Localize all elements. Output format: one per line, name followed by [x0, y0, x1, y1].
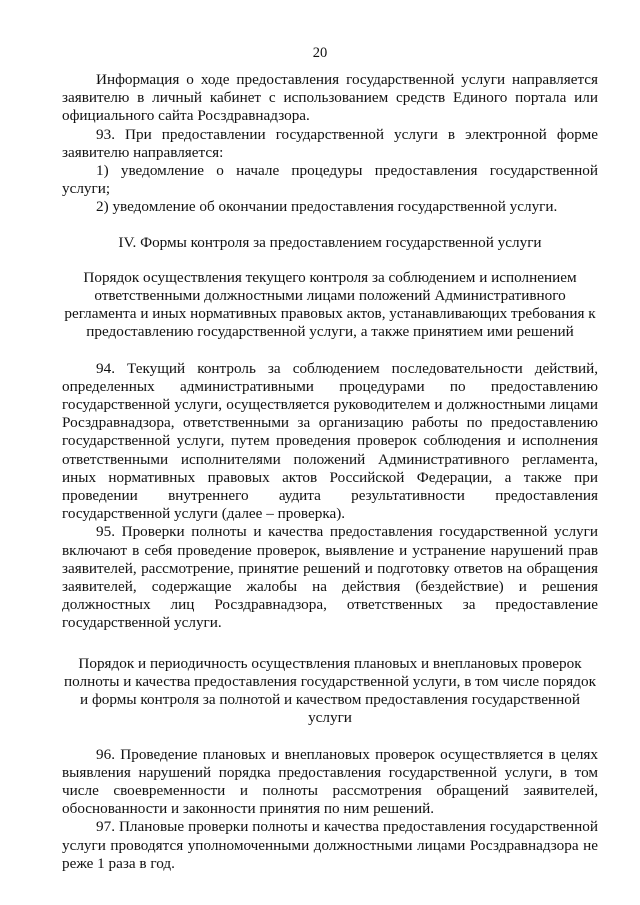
- subheading-current-control: [62, 269, 598, 342]
- paragraph-96: 96. Проведение плановых и внеплановых проверок осуществляется в целях выявления нарушений порядка предоставления государственной услуги, в том числе своевременности и полноты рассмотрения обращений заявителей, обоснованности и законности принятия по ним решений.: [62, 745, 598, 818]
- paragraph-94: 94. Текущий контроль за соблюдением последовательности действий, определенных административными процедурами по предоставлению государственной услуги, осуществляется руководителем и должностными лицами Росздравнадзора, ответственными за организацию работы по предоставлению государственной услуги, путем проведения проверок соблюдения и исполнения ответственными исполнителями положений Административного регламента, иных нормативных правовых актов Российской Федерации, а также при проведении внутреннего аудита результативности предоставления государственной услуги (далее – проверка).: [62, 359, 598, 523]
- subheading-line: регламента и иных нормативных правовых актов, устанавливающих требования к: [64, 305, 596, 323]
- subheading-line: Порядок и периодичность осуществления плановых и внеплановых проверок: [78, 654, 582, 672]
- paragraph-97: 97. Плановые проверки полноты и качества предоставления государственной услуги проводятся уполномоченными должностными лицами Росздравнадзора не реже 1 раза в год.: [62, 818, 598, 872]
- paragraph-95: 95. Проверки полноты и качества предоставления государственной услуги включают в себя проведение проверок, выявление и устранение нарушений прав заявителей, рассмотрение, принятие решений и подготовку ответов на обращения заявителей, содержащие жалобы на действия (бездействие) и решения должностных лиц Росздравнадзора, ответственных за предоставление государственной услуги.: [62, 523, 598, 632]
- subheading-line: и формы контроля за полнотой и качеством предоставления государственной: [80, 691, 580, 709]
- paragraph-info: Информация о ходе предоставления государственной услуги направляется заявителю в личный кабинет с использованием средств Единого портала или официального сайта Росздравнадзора.: [62, 71, 598, 125]
- paragraph-93: 93. При предоставлении государственной услуги в электронной форме заявителю направляется:: [62, 125, 598, 161]
- section-heading: IV. Формы контроля за предоставлением государственной услуги: [118, 233, 542, 251]
- list-item-2: 2) уведомление об окончании предоставления государственной услуги.: [96, 198, 558, 216]
- subheading-line: предоставлению государственной услуги, а также принятием ими решений: [86, 323, 574, 341]
- subheading-line: полноты и качества предоставления государственной услуги, в том числе порядок: [64, 672, 596, 690]
- subheading-line: Порядок осуществления текущего контроля за соблюдением и исполнением: [83, 268, 577, 286]
- spacer: [62, 633, 598, 655]
- document-body: [62, 71, 598, 873]
- subheading-line: услуги: [308, 709, 352, 727]
- subheading-line: ответственными должностными лицами положений Административного: [94, 287, 566, 305]
- subheading-inspections: [62, 655, 598, 728]
- list-item-1: 1) уведомление о начале процедуры предоставления государственной услуги;: [62, 162, 598, 198]
- page-number: 20: [312, 45, 328, 61]
